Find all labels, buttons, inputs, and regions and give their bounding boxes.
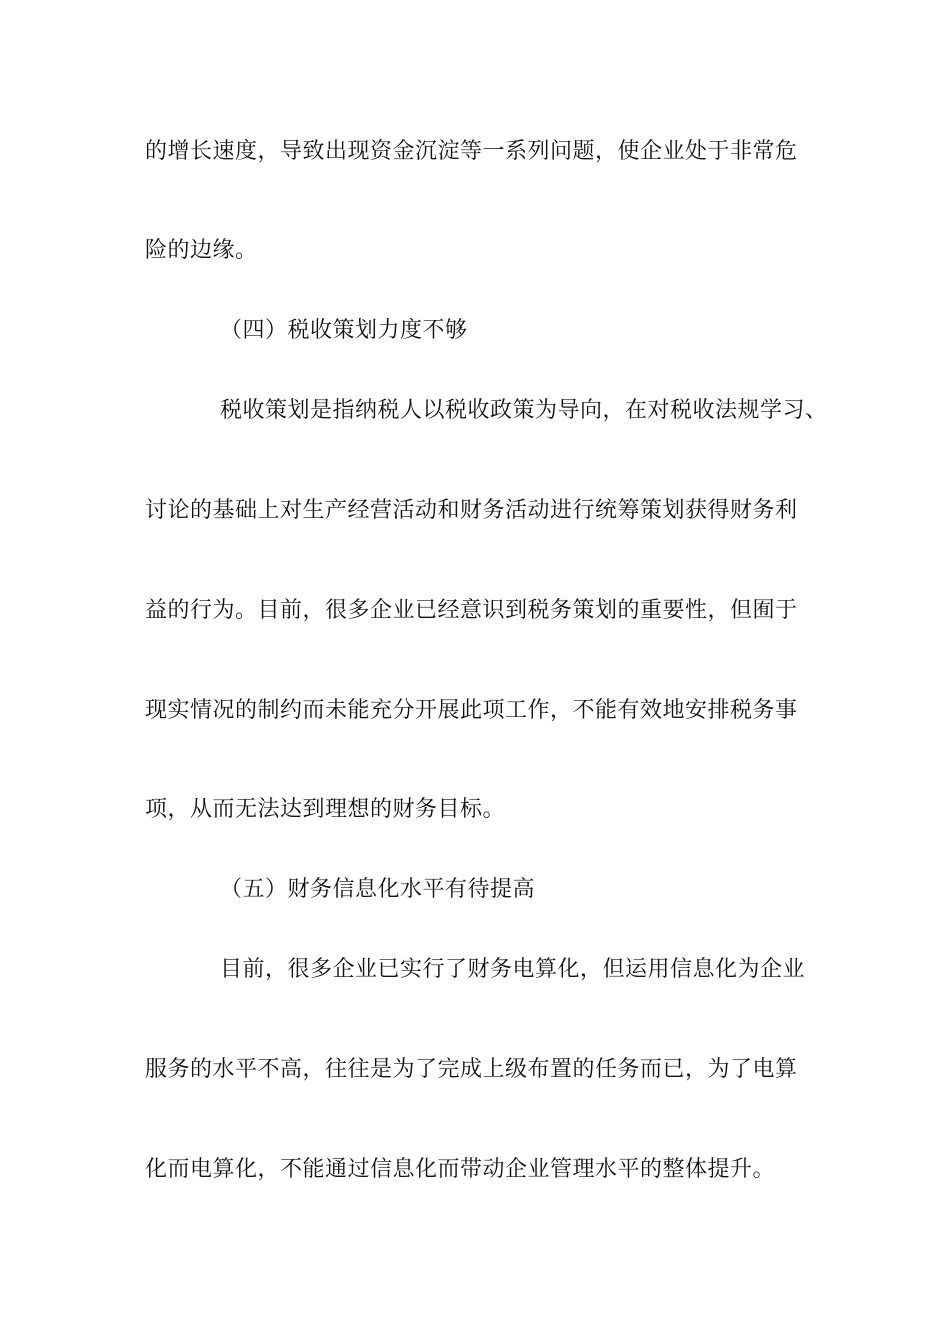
paragraph-line: 目前，很多企业已实行了财务电算化，但运用信息化为企业 bbox=[220, 957, 806, 982]
paragraph-line: 项，从而无法达到理想的财务目标。 bbox=[145, 797, 506, 822]
paragraph-line: 服务的水平不高，往往是为了完成上级布置的任务而已，为了电算 bbox=[145, 1057, 798, 1082]
paragraph-line: 讨论的基础上对生产经营活动和财务活动进行统筹策划获得财务利 bbox=[145, 498, 798, 523]
paragraph-line: 现实情况的制约而未能充分开展此项工作，不能有效地安排税务事 bbox=[145, 698, 798, 723]
paragraph-line: 益的行为。目前，很多企业已经意识到税务策划的重要性，但囿于 bbox=[145, 598, 798, 623]
section-heading-5: （五）财务信息化水平有待提高 bbox=[220, 877, 536, 902]
paragraph-line: 化而电算化，不能通过信息化而带动企业管理水平的整体提升。 bbox=[145, 1157, 776, 1182]
paragraph-line: 税收策划是指纳税人以税收政策为导向，在对税收法规学习、 bbox=[220, 398, 828, 423]
section-heading-4: （四）税收策划力度不够 bbox=[220, 318, 468, 343]
paragraph-line: 的增长速度，导致出现资金沉淀等一系列问题，使企业处于非常危 bbox=[145, 139, 798, 164]
paragraph-line: 险的边缘。 bbox=[145, 238, 258, 263]
